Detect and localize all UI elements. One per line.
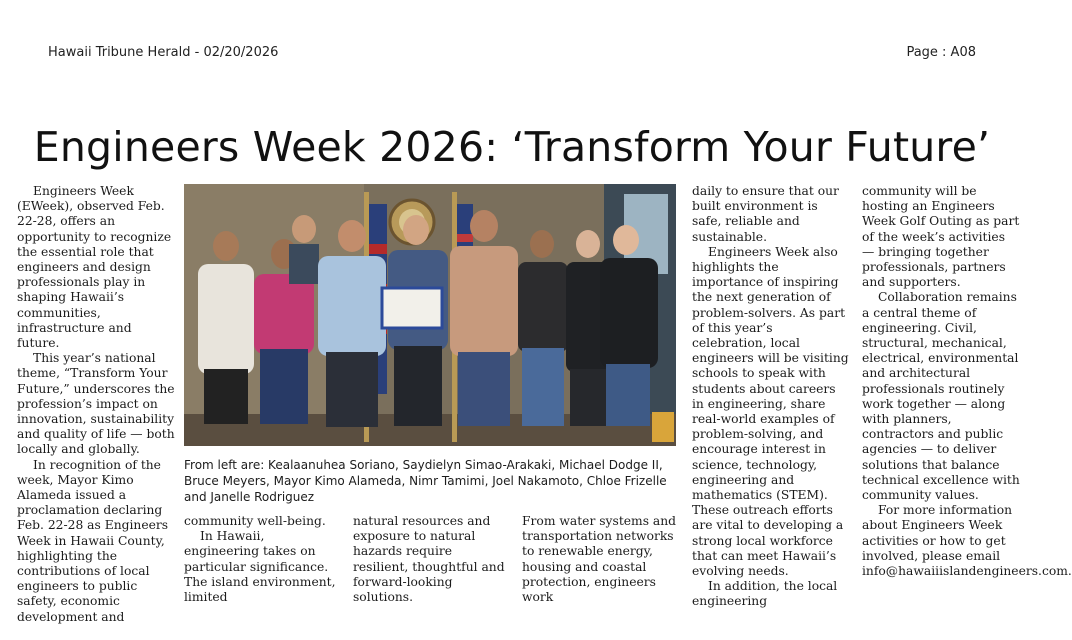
paragraph: This year’s national theme, “Transform Your Future,” underscores the profession’s impact on innovation, sustainability and quality of life — both locally and globally. — [17, 351, 175, 457]
paragraph: For more information about Engineers Week activities or how to get involved, please email info@hawaiiislandengineers.com. — [862, 503, 1072, 579]
page-header — [48, 45, 976, 65]
article-column-1 — [17, 184, 175, 625]
paragraph: Engineers Week also highlights the importance of inspiring the next generation of problem-solvers. As part of this year’s celebration, local engineers will be visiting schools to speak with students about careers in engineering, share real-world examples of problem-solving, and encourage interest in science, technology, engineering and mathematics (STEM). These outreach efforts are vital to developing a strong local workforce that can meet Hawaii’s evolving needs. — [692, 244, 849, 579]
article-column-2 — [184, 514, 342, 605]
paragraph: natural resources and exposure to natural hazards require resilient, thoughtful and forward-looking solutions. — [353, 514, 505, 605]
paragraph: Engineers Week (EWeek), observed Feb. 22-28, offers an opportunity to recognize the essential role that engineers and design professionals play in shaping Hawaii’s communities, infrastructure and future. — [17, 184, 172, 351]
paragraph: community will be hosting an Engineers Week Golf Outing as part of the week’s activities — bringing together professionals, partners and supporters. — [862, 184, 1020, 290]
article-column-5 — [692, 184, 850, 610]
paragraph: In addition, the local engineering — [692, 579, 838, 609]
article-column-4 — [522, 514, 682, 605]
headline: Engineers Week 2026: ‘Transform Your Future’ — [33, 123, 991, 171]
article-column-3 — [353, 514, 511, 605]
publication-date: Hawaii Tribune Herald - 02/20/2026 — [48, 45, 279, 60]
paragraph: daily to ensure that our built environment is safe, reliable and sustainable. — [692, 184, 839, 244]
article-column-6 — [862, 184, 1072, 579]
group-photo-illustration — [184, 184, 676, 446]
paragraph: Collaboration remains a central theme of engineering. Civil, structural, mechanical, electrical, environmental and architectural professionals routinely work together — along with planners, contractors and public agencies — to deliver solutions that balance technical excellence with community values. — [862, 290, 1020, 503]
page-number: Page : A08 — [906, 45, 976, 60]
paragraph: In recognition of the week, Mayor Kimo Alameda issued a proclamation declaring Feb. 22-28 as Engineers Week in Hawaii County, highlighting the contributions of local engineers to public safety, economic development and — [17, 457, 169, 624]
photo-caption: From left are: Kealaanuhea Soriano, Saydielyn Simao-Arakaki, Michael Dodge II, Bruce Meyers, Mayor Kimo Alameda, Nimr Tamimi, Joel Nakamoto, Chloe Frizelle and Janelle Rodriguez — [184, 458, 667, 504]
paragraph: From water systems and transportation networks to renewable energy, housing and coastal protection, engineers work — [522, 514, 677, 605]
news-photo — [184, 184, 676, 446]
paragraph: In Hawaii, engineering takes on particular significance. The island environment, limited — [184, 529, 336, 605]
paragraph: community well-being. — [184, 514, 326, 528]
